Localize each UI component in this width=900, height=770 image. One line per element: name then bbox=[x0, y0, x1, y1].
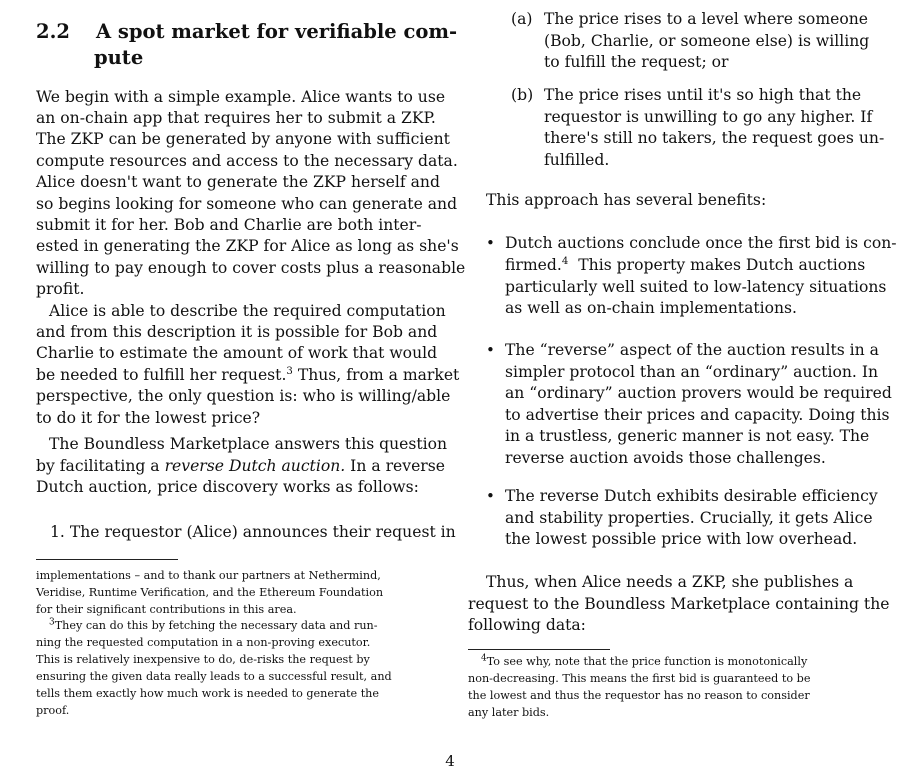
bullet-2-line: to advertise their prices and capacity. Doing this bbox=[505, 406, 890, 424]
bullet-1-line: particularly well suited to low-latency situations bbox=[505, 278, 887, 296]
body-line: an on-chain app that requires her to submit a ZKP. bbox=[36, 109, 436, 127]
footnote-line: proof. bbox=[36, 704, 70, 717]
footnote-text: They can do this by fetching the necessary data and run- bbox=[54, 619, 378, 632]
body-line: to do it for the lowest price? bbox=[36, 409, 261, 427]
footnote-line: ensuring the given data really leads to a successful result, and bbox=[36, 670, 392, 683]
body-line: compute resources and access to the necessary data. bbox=[36, 152, 458, 170]
footnote-line: non-decreasing. This means the first bid is guaranteed to be bbox=[468, 672, 811, 685]
list-item-b-line: requestor is unwilling to go any higher. If bbox=[544, 108, 873, 126]
footnote-rule bbox=[468, 649, 610, 650]
bullet-icon: • bbox=[486, 487, 495, 505]
body-line: and from this description it is possible for Bob and bbox=[36, 323, 438, 341]
footnote-line: the lowest and thus the requestor has no reason to consider bbox=[468, 689, 810, 702]
bullet-icon: • bbox=[486, 234, 495, 252]
body-line: The Boundless Marketplace answers this question bbox=[49, 435, 448, 453]
list-item-a-line: The price rises to a level where someone bbox=[544, 10, 868, 28]
body-line: Alice is able to describe the required computation bbox=[49, 302, 446, 320]
bullet-3-line: and stability properties. Crucially, it gets Alice bbox=[505, 509, 873, 527]
list-item-b-line: there's still no takers, the request goes un- bbox=[544, 129, 885, 147]
bullet-1-line: Dutch auctions conclude once the first bid is con- bbox=[505, 234, 897, 252]
bullet-2-line: reverse auction avoids those challenges. bbox=[505, 449, 826, 467]
footnote-line: tells them exactly how much work is needed to generate the bbox=[36, 687, 380, 700]
page-number: 4 bbox=[445, 752, 455, 770]
body-line: Alice doesn't want to generate the ZKP herself and bbox=[36, 173, 440, 191]
footnote-line: ning the requested computation in a non-proving executor. bbox=[36, 636, 371, 649]
body-text: be needed to fulfill her request. bbox=[36, 366, 287, 384]
body-text: firmed. bbox=[505, 256, 562, 274]
body-line bbox=[36, 366, 459, 385]
list-label-b: (b) bbox=[511, 86, 534, 104]
bullet-2-line: in a trustless, generic manner is not easy. The bbox=[505, 427, 870, 445]
list-item-a-line: to fulfill the request; or bbox=[544, 53, 729, 71]
footnote-label: 3 bbox=[49, 617, 55, 628]
body-text: Thus, from a market bbox=[292, 366, 460, 384]
footnote-4 bbox=[481, 655, 807, 668]
list-label-a: (a) bbox=[511, 10, 533, 28]
body-line: submit it for her. Bob and Charlie are both inter- bbox=[36, 216, 422, 234]
section-heading bbox=[36, 20, 457, 43]
list-item-a-line: (Bob, Charlie, or someone else) is willing bbox=[544, 32, 870, 50]
body-line: willing to pay enough to cover costs plus a reasonable bbox=[36, 259, 466, 277]
list-item-b-line: The price rises until it's so high that the bbox=[544, 86, 862, 104]
bullet-2-line: an “ordinary” auction provers would be required bbox=[505, 384, 892, 402]
footnote-ref-4[interactable]: 4 bbox=[561, 255, 569, 267]
footnote-line: This is relatively inexpensive to do, de-risks the request by bbox=[36, 653, 370, 666]
emphasis-text: reverse Dutch auction. bbox=[164, 457, 346, 475]
body-line: perspective, the only question is: who is willing/able bbox=[36, 387, 451, 405]
bullet-2-line: The “reverse” aspect of the auction results in a bbox=[505, 341, 879, 359]
body-line: We begin with a simple example. Alice wants to use bbox=[36, 88, 446, 106]
benefits-intro: This approach has several benefits: bbox=[486, 191, 767, 209]
body-line bbox=[36, 457, 445, 476]
list-item-b-line: fulfilled. bbox=[544, 151, 610, 169]
body-line: ested in generating the ZKP for Alice as long as she's bbox=[36, 237, 459, 255]
section-title-line-2: pute bbox=[94, 46, 144, 69]
body-text: by facilitating a bbox=[36, 457, 160, 475]
conclusion-line: following data: bbox=[468, 616, 586, 634]
body-text: This property makes Dutch auctions bbox=[578, 256, 866, 274]
bullet-2-line: simpler protocol than an “ordinary” auction. In bbox=[505, 363, 879, 381]
conclusion-line: request to the Boundless Marketplace containing the bbox=[468, 595, 890, 613]
section-title-line-1: A spot market for verifiable com- bbox=[95, 20, 458, 43]
body-line: profit. bbox=[36, 280, 85, 298]
bullet-icon: • bbox=[486, 341, 495, 359]
footnote-rule bbox=[36, 559, 178, 560]
bullet-1-line bbox=[505, 256, 865, 275]
footnote-text: To see why, note that the price function is monotonically bbox=[486, 655, 808, 668]
footnote-ref-3[interactable]: 3 bbox=[286, 365, 293, 377]
body-text: In a reverse bbox=[345, 457, 445, 475]
footnote-line: implementations – and to thank our partners at Nethermind, bbox=[36, 569, 381, 582]
conclusion-line: Thus, when Alice needs a ZKP, she publishes a bbox=[486, 573, 854, 591]
body-line: The ZKP can be generated by anyone with sufficient bbox=[36, 130, 450, 148]
body-line: Dutch auction, price discovery works as follows: bbox=[36, 478, 419, 496]
body-line: so begins looking for someone who can generate and bbox=[36, 195, 458, 213]
footnote-line: any later bids. bbox=[468, 706, 550, 719]
footnote-label: 4 bbox=[481, 653, 487, 664]
bullet-1-line: as well as on-chain implementations. bbox=[505, 299, 798, 317]
body-line: Charlie to estimate the amount of work that would bbox=[36, 344, 438, 362]
footnote-line: for their significant contributions in this area. bbox=[36, 603, 297, 616]
numbered-list-item: 1. The requestor (Alice) announces their request in bbox=[50, 523, 456, 541]
footnote-line: Veridise, Runtime Verification, and the Ethereum Foundation bbox=[36, 586, 384, 599]
section-number: 2.2 bbox=[36, 20, 70, 43]
bullet-3-line: the lowest possible price with low overhead. bbox=[505, 530, 858, 548]
footnote-3 bbox=[49, 619, 378, 632]
bullet-3-line: The reverse Dutch exhibits desirable efficiency bbox=[505, 487, 878, 505]
